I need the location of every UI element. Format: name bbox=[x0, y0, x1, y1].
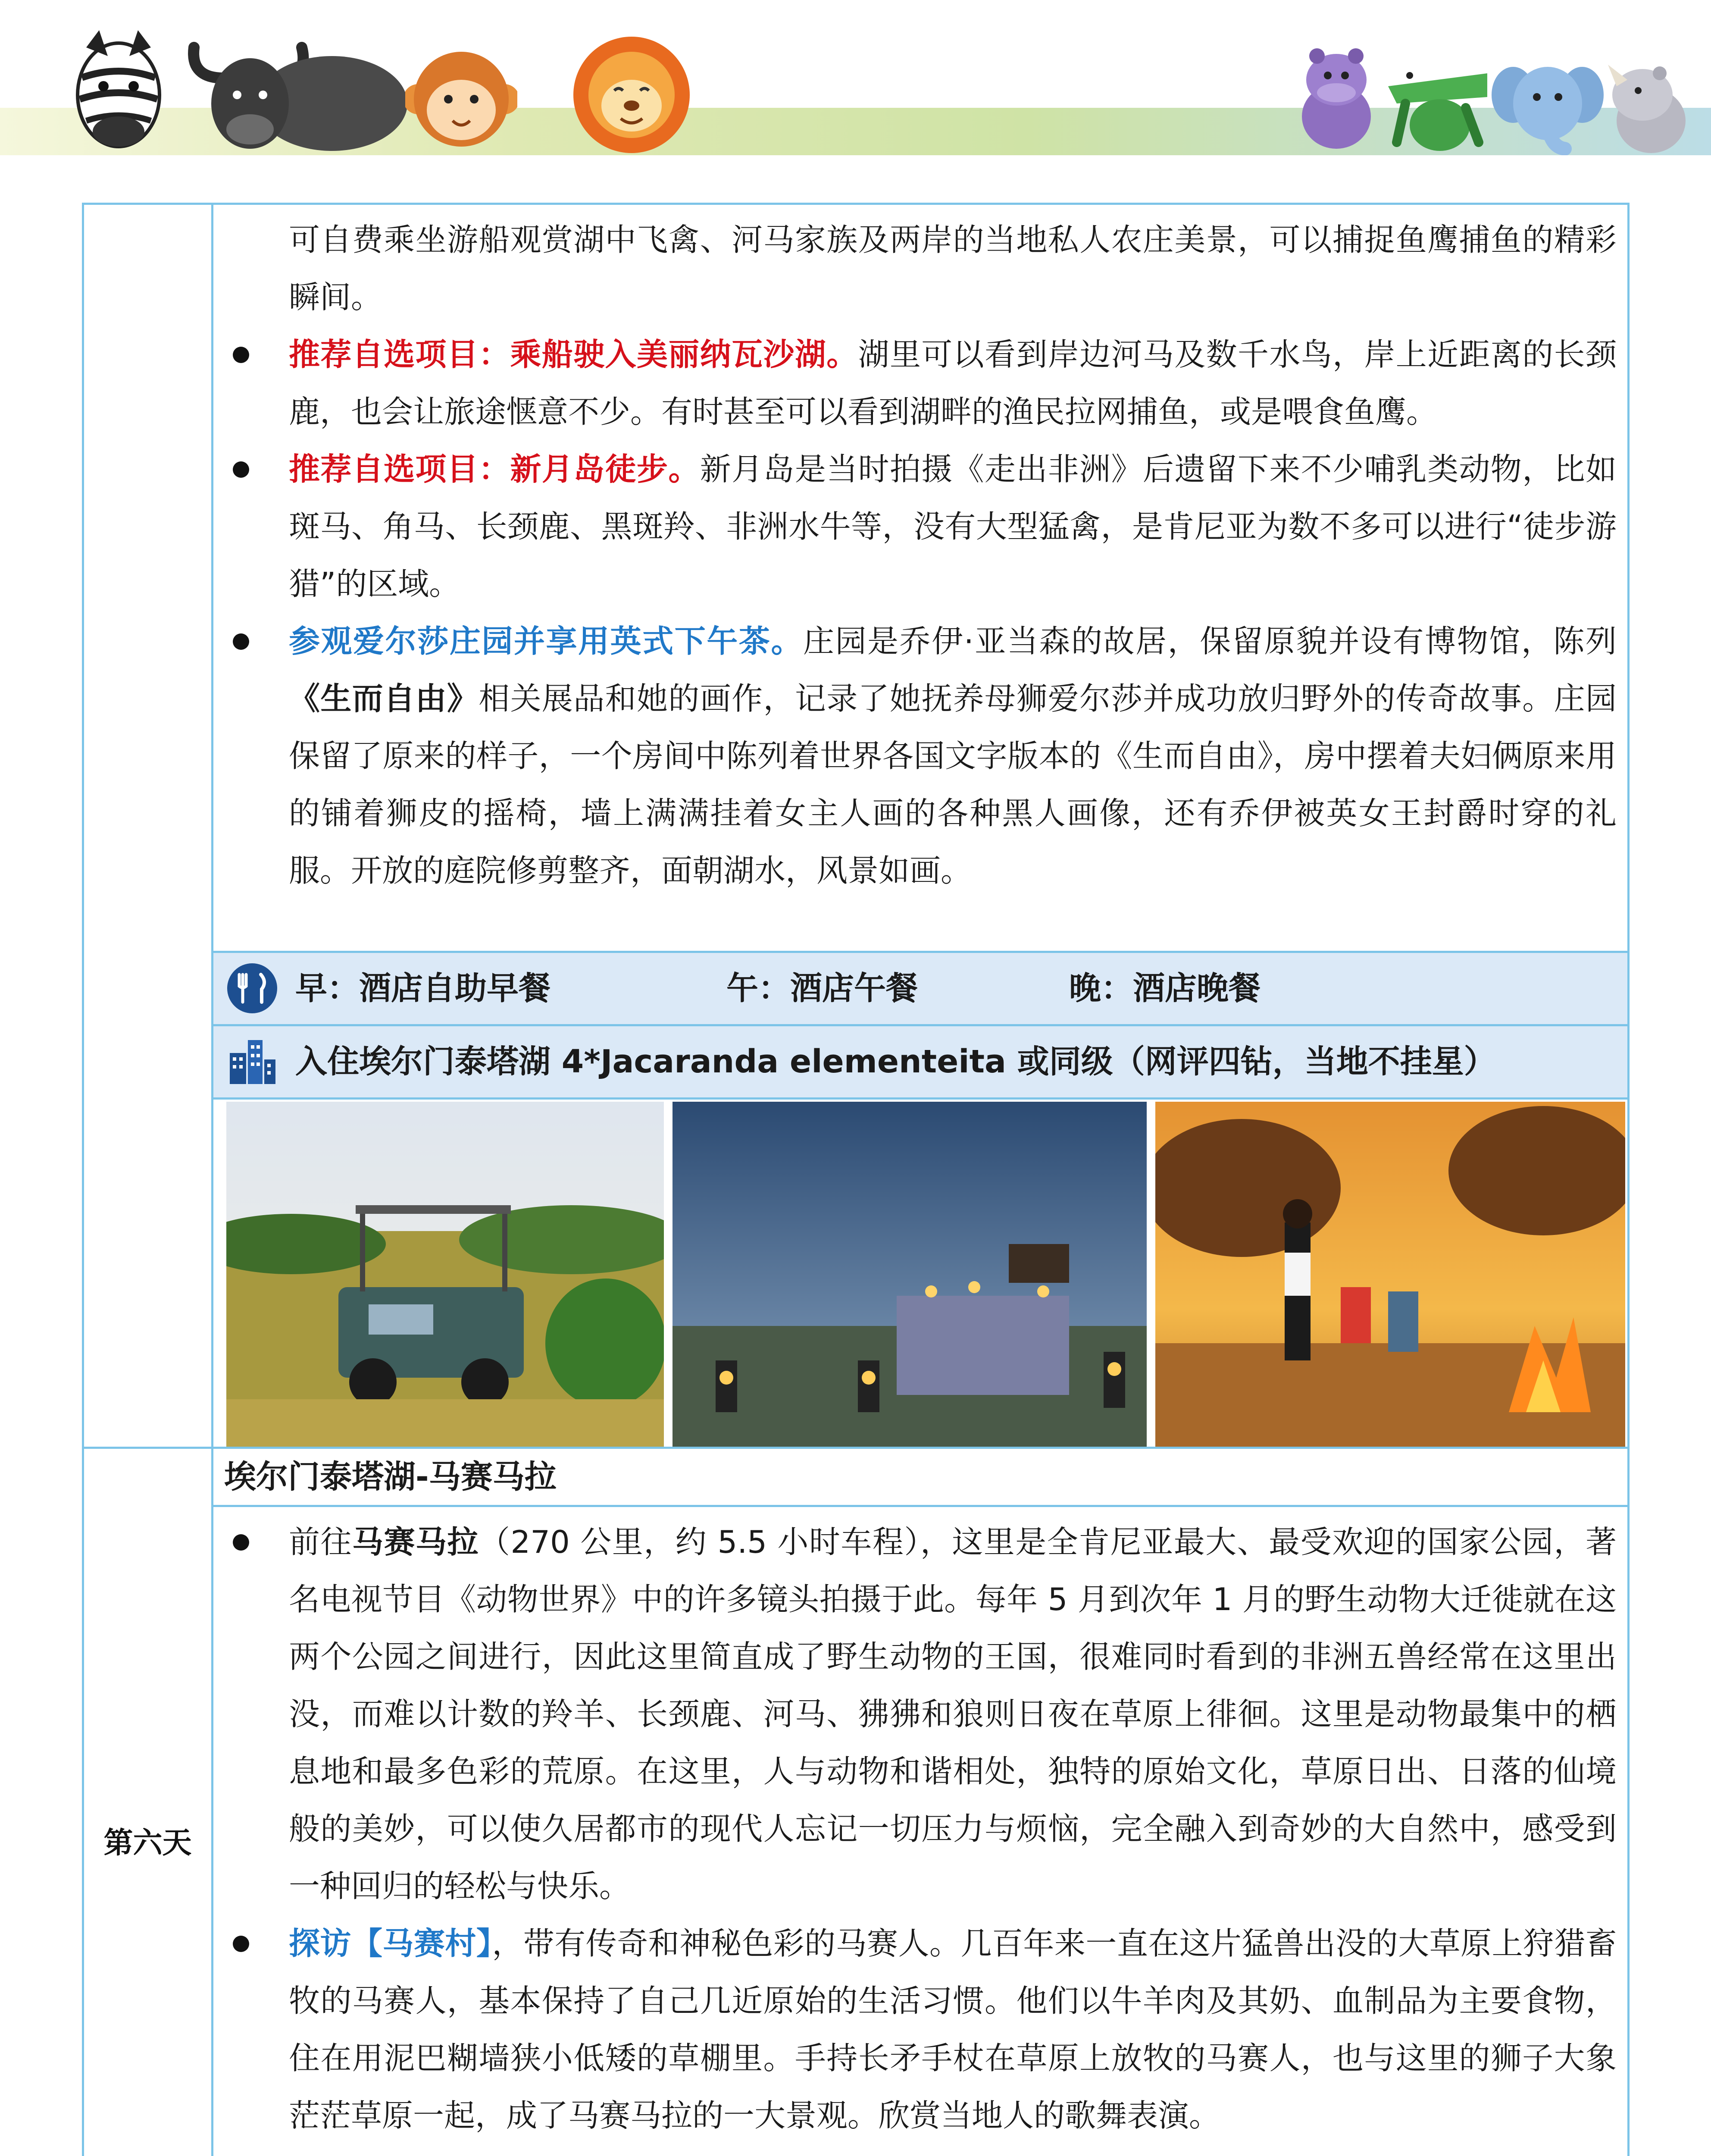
meals-row bbox=[213, 953, 1627, 1024]
bullet-dot bbox=[233, 347, 249, 363]
day-column-divider bbox=[211, 203, 213, 2156]
safari-jeep-illustration bbox=[226, 1102, 664, 1447]
bullet-item bbox=[224, 613, 1617, 899]
monkey-icon bbox=[405, 47, 517, 151]
day6-content bbox=[224, 1514, 1617, 2144]
bullet-text: 庄园是乔伊·亚当森的故居，保留原貌并设有博物馆，陈列 bbox=[803, 623, 1617, 659]
safari-jeep-photo bbox=[226, 1102, 664, 1447]
bullet-text: 前往 bbox=[289, 1524, 352, 1560]
bullet-item bbox=[224, 441, 1617, 613]
dinner-label: 晚：酒店晚餐 bbox=[1069, 970, 1261, 1007]
bullet-text: 相关展品和她的画作，记录了她抚养母狮爱尔莎并成功放归野外的传奇故事。庄园保留了原来的样子，一个房间中陈列着世界各国文字版本的《生而自由》，房中摆着夫妇俩原来用的铺着狮皮的摇椅，墙上满满挂着女主人画的各种黑人画像，还有乔伊被英女王封爵时穿的礼服。开放的庭院修剪整齐，面朝湖水，风景如画。 bbox=[289, 680, 1617, 889]
hippo-icon bbox=[1293, 43, 1379, 151]
day6-route-title: 埃尔门泰塔湖-马赛马拉 bbox=[224, 1458, 557, 1495]
continuation-text: 可自费乘坐游船观赏湖中飞禽、河马家族及两岸的当地私人农庄美景，可以捕捉鱼鹰捕鱼的精彩瞬间。 bbox=[289, 222, 1617, 315]
bullet-text: ，带有传奇和神秘色彩的马赛人。几百年来一直在这片猛兽出没的大草原上狩猎畜牧的马赛人，基本保持了自己几近原始的生活习惯。他们以牛羊肉及其奶、血制品为主要食物，住在用泥巴糊墙狭小低矮的草棚里。手持长矛手杖在草原上放牧的马赛人，也与这里的狮子大象茫茫草原一起，成了马赛马拉的一大景观。欣赏当地人的歌舞表演。 bbox=[289, 1925, 1617, 2134]
zebra-icon bbox=[65, 30, 172, 151]
included-activity-highlight: 探访【马赛村】 bbox=[289, 1925, 492, 1962]
breakfast-label: 早：酒店自助早餐 bbox=[295, 970, 551, 1007]
bush-dinner-illustration bbox=[673, 1102, 1147, 1447]
sundowner-photo bbox=[1155, 1102, 1625, 1447]
book-title: 《生而自由》 bbox=[289, 680, 479, 717]
crocodile-icon bbox=[1379, 56, 1496, 155]
bullet-dot bbox=[233, 1534, 249, 1551]
elephant-icon bbox=[1492, 56, 1604, 155]
bullet-text: 湖里可以看到岸边河马及数千水鸟，岸上近距离的长颈鹿，也会让旅途惬意不少。有时甚至可以看到湖畔的渔民拉网捕鱼，或是喂食鱼鹰。 bbox=[289, 336, 1617, 430]
day6-label: 第六天 bbox=[103, 1826, 192, 1860]
restaurant-icon bbox=[226, 962, 278, 1014]
hotel-info: 入住埃尔门泰塔湖 4*Jacaranda elementeita 或同级（网评四钻，当地不挂星） bbox=[295, 1043, 1496, 1080]
hotel-building-icon bbox=[226, 1036, 278, 1087]
bullet-dot bbox=[233, 1936, 249, 1952]
rhino-icon bbox=[1604, 56, 1690, 155]
bush-dinner-photo bbox=[673, 1102, 1147, 1447]
optional-tour-highlight: 推荐自选项目：乘船驶入美丽纳瓦沙湖。 bbox=[289, 336, 858, 373]
row-divider bbox=[213, 1097, 1630, 1100]
buffalo-icon bbox=[185, 30, 410, 155]
lion-icon bbox=[569, 34, 694, 155]
bullet-item bbox=[224, 326, 1617, 441]
sundowner-illustration bbox=[1155, 1102, 1625, 1447]
lunch-label: 午：酒店午餐 bbox=[726, 970, 918, 1007]
row-divider bbox=[213, 1505, 1630, 1507]
bullet-text: （270 公里，约 5.5 小时车程），这里是全肯尼亚最大、最受欢迎的国家公园，著名电视节目《动物世界》中的许多镜头拍摄于此。每年 5 月到次年 1 月的野生动物大迁徙就在这两个公园之间进行，因此这里简直成了野生动物的王国，很难同时看到的非洲五兽经常在这里出没，而难以计数的羚羊、长颈鹿、河马、狒狒和狼则日夜在草原上徘徊。这里是动物最集中的栖息地和最多色彩的荒原。在这里，人与动物和谐相处，独特的原始文化，草原日出、日落的仙境般的美妙，可以使久居都市的现代人忘记一切压力与烦恼，完全融入到奇妙的大自然中，感受到一种回归的轻松与快乐。 bbox=[289, 1524, 1617, 1904]
page-header bbox=[0, 0, 1711, 164]
optional-tour-highlight: 推荐自选项目：新月岛徒步。 bbox=[289, 451, 700, 487]
bullet-dot bbox=[233, 633, 249, 650]
day5-content bbox=[224, 211, 1617, 899]
bullet-dot bbox=[233, 461, 249, 478]
destination-highlight: 马赛马拉 bbox=[352, 1524, 479, 1560]
included-activity-highlight: 参观爱尔莎庄园并享用英式下午茶。 bbox=[289, 623, 804, 659]
hotel-row bbox=[213, 1026, 1627, 1097]
bullet-item bbox=[224, 1514, 1617, 1915]
bullet-item bbox=[224, 1915, 1617, 2144]
bullet-text: 新月岛是当时拍摄《走出非洲》后遗留下来不少哺乳类动物，比如斑马、角马、长颈鹿、黑斑羚、非洲水牛等，没有大型猛禽，是肯尼亚为数不多可以进行“徒步游猎”的区域。 bbox=[289, 451, 1617, 602]
